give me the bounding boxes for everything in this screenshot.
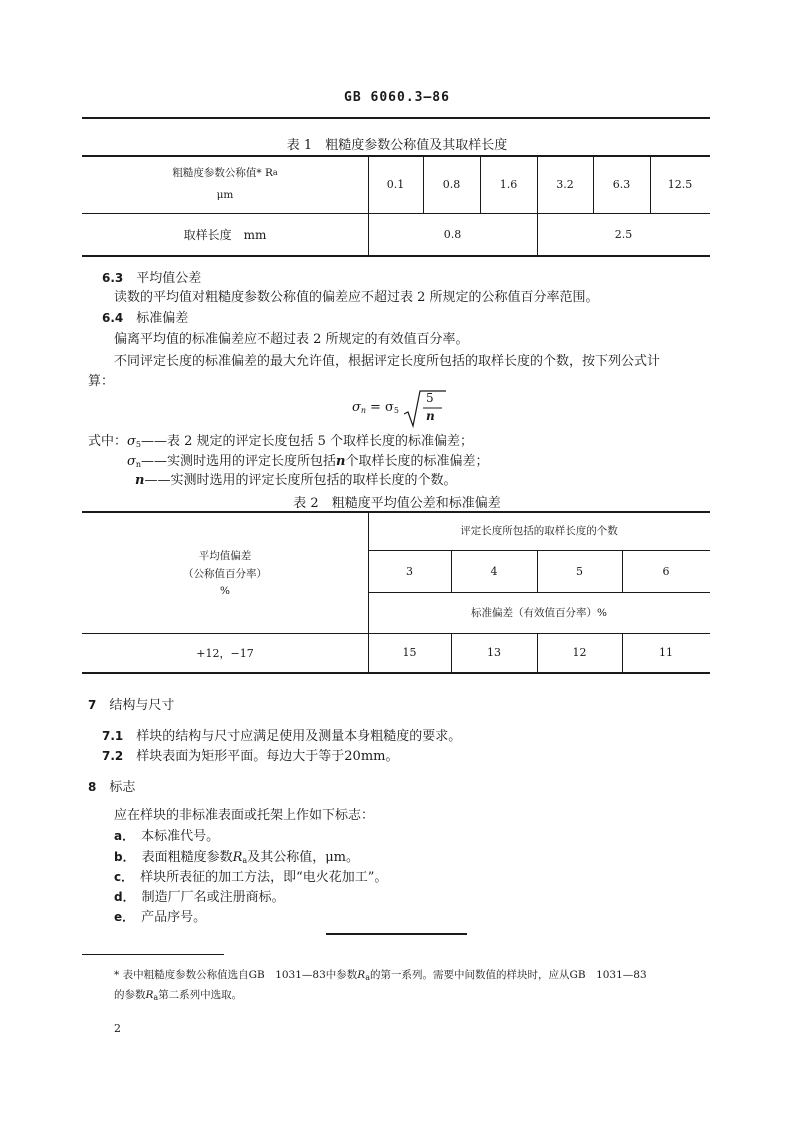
table1-sampling-label: 取样长度 mm: [183, 227, 267, 242]
table2-count: 4: [490, 564, 498, 578]
table1-value: 6.3: [612, 177, 631, 191]
table2-std-value: 15: [402, 646, 417, 659]
table1-value: 3.2: [556, 177, 574, 191]
section-7-heading: 7 结构与尺寸: [88, 698, 175, 713]
list-item: e． 产品序号。: [114, 910, 207, 925]
table2-count: 3: [406, 564, 413, 578]
footnote-rule: [82, 954, 224, 955]
header-rule: [82, 117, 710, 119]
table2-left-header: 平均值偏差: [198, 549, 252, 562]
list-item: a． 本标准代号。: [114, 829, 220, 844]
where-line: n——实测时选用的评定长度所包括的取样长度的个数。: [135, 473, 457, 488]
section-6-4-heading: 6.4 标准偏差: [102, 311, 189, 326]
where-line: $\sigma_n——$实测时选用的评定长度所包括n个取样长度的标准偏差；: [127, 454, 489, 469]
formula-lhs: $\sigma_n$: [352, 400, 367, 415]
section-6-3-heading: 6.3 平均值公差: [102, 271, 202, 286]
table2-left-header: （公称值百分率）: [183, 567, 267, 580]
table1-value: 0.8: [442, 177, 461, 191]
formula-denominator: n: [426, 409, 435, 423]
table2-std-value: 11: [659, 646, 673, 659]
table2-sub-header: 标准偏差（有效值百分率）%: [471, 607, 607, 619]
section-6-4-text: 算：: [88, 374, 115, 389]
where-line: 式中：$\sigma_5——$表 2 规定的评定长度包括 5 个取样长度的标准偏差；: [88, 434, 474, 449]
table2-left-header: %: [220, 585, 230, 597]
formula: [352, 386, 462, 436]
table1-value: 1.6: [499, 177, 518, 191]
end-rule: [326, 933, 467, 935]
table1-bottom-rule: [82, 255, 710, 257]
table2-std-value: 13: [487, 646, 501, 659]
table1-value: 12.5: [667, 177, 693, 191]
table2-top-header: 评定长度所包括的取样长度的个数: [460, 525, 618, 537]
page-number: 2: [114, 1022, 121, 1035]
table1-sampling-value: 2.5: [614, 227, 633, 241]
list-item: d． 制造厂厂名或注册商标。: [114, 890, 285, 905]
footnote: 的参数$R_a$第二系列中选取。: [114, 989, 243, 1002]
table1-param-label: 粗糙度参数公称值* R a: [172, 166, 278, 179]
section-6-4-text: 偏离平均值的标准偏差应不超过表 2 所规定的有效值百分率。: [114, 332, 469, 347]
table1-sampling-value: 0.8: [443, 227, 462, 241]
section-7-2: 7.2 样块表面为矩形平面。每边大于等于20mm。: [102, 749, 399, 764]
footnote: * 表中粗糙度参数公称值选自GB 1031—83中参数$R_a$的第一系列。需要中间数值的样块时，应从GB 1031—83: [114, 969, 647, 982]
standard-header: GB 6060.3—86: [344, 90, 450, 105]
table2-std-value: 12: [572, 646, 587, 659]
list-item: b． 表面粗糙度参数$R_a$及其公称值，μm。: [114, 850, 359, 865]
section-8-intro: 应在样块的非标准表面或托架上作如下标志：: [114, 808, 375, 823]
formula-numerator: 5: [426, 391, 434, 405]
section-6-4-text: 不同评定长度的标准偏差的最大允许值，根据评定长度所包括的取样长度的个数，按下列公式计: [114, 354, 661, 369]
list-item: c． 样块所表征的加工方法，即“电火花加工”。: [114, 870, 388, 885]
table1-caption: 表 1 粗糙度参数公称值及其取样长度: [286, 138, 508, 153]
table2-caption: 表 2 粗糙度平均值公差和标准偏差: [293, 496, 501, 511]
section-8-heading: 8 标志: [88, 780, 136, 795]
sqrt-sign-icon: [404, 390, 446, 428]
section-7-1: 7.1 样块的结构与尺寸应满足使用及测量本身粗糙度的要求。: [102, 729, 462, 744]
section-6-3-text: 读数的平均值对粗糙度参数公称值的偏差应不超过表 2 所规定的公称值百分率范围。: [114, 290, 599, 305]
table2-count: 6: [662, 564, 670, 578]
formula-eq: = $\sigma_5$: [370, 400, 399, 415]
table2-count: 5: [576, 564, 583, 578]
table1-value: 0.1: [386, 177, 405, 191]
table2-tolerance: +12，−17: [196, 646, 254, 660]
table2-bottom-rule: [82, 672, 710, 674]
table1-param-unit: μm: [216, 189, 234, 201]
